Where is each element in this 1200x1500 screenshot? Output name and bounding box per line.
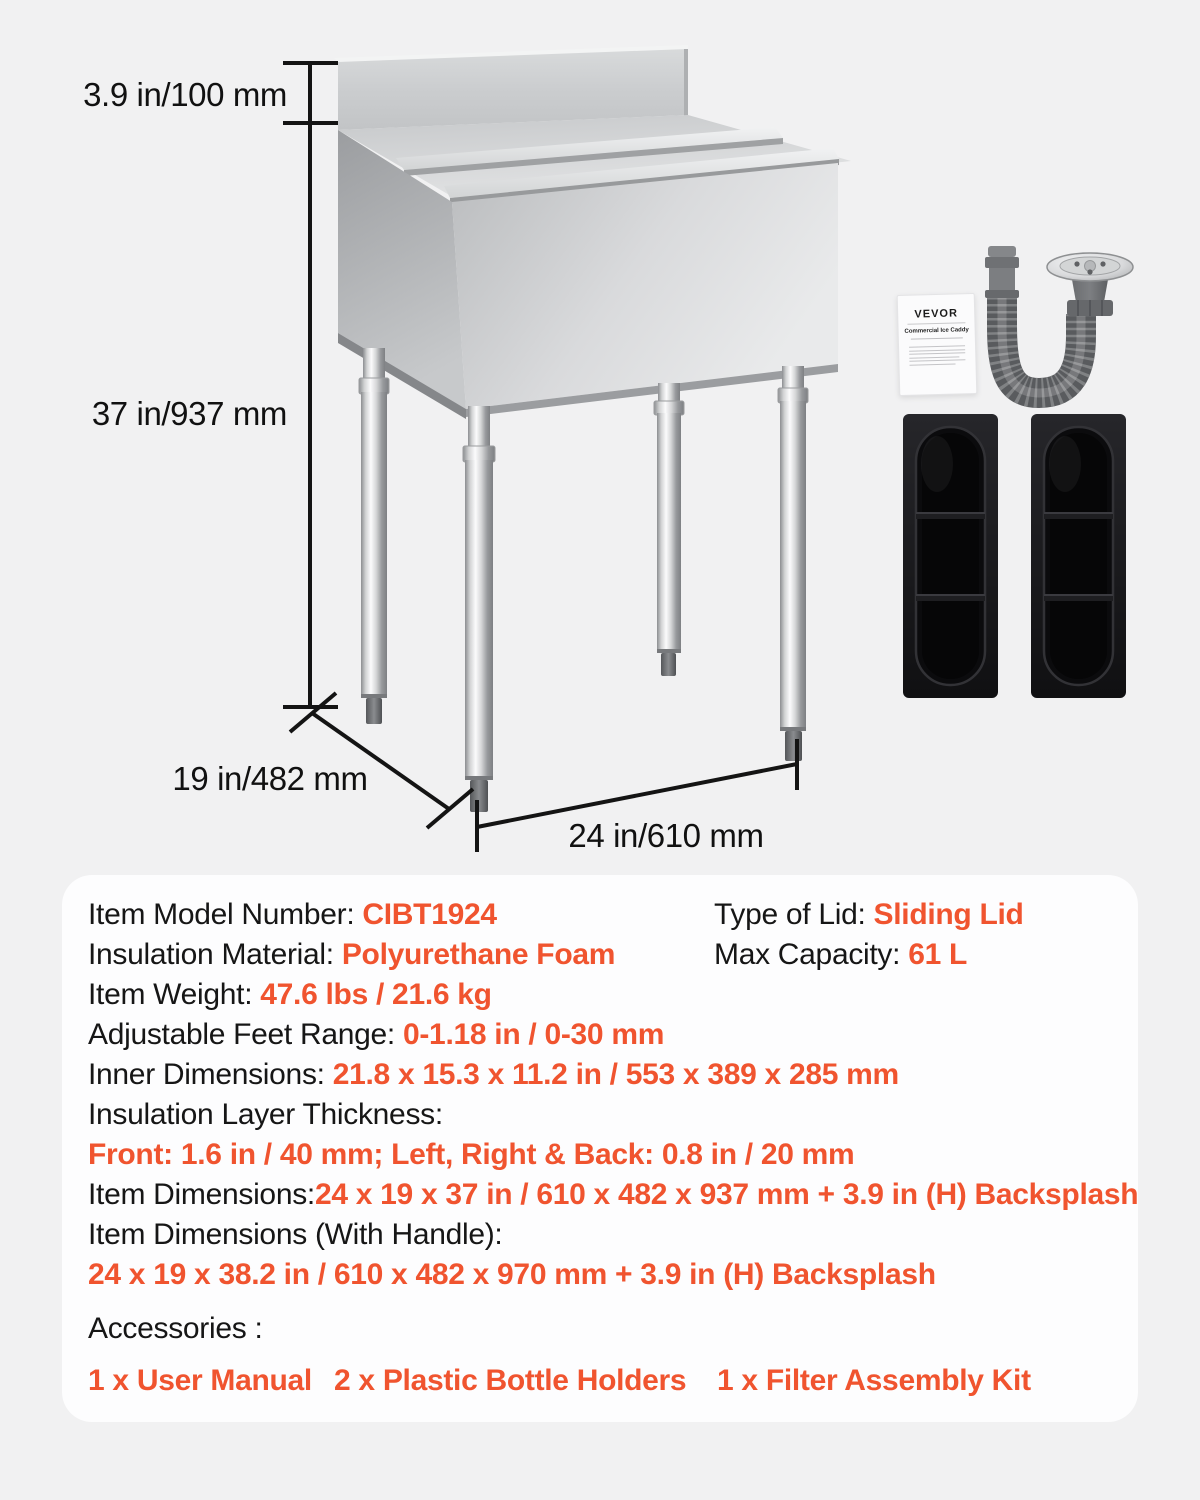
spec-row-item-dims (88, 1175, 1139, 1215)
hose-connector (985, 246, 1019, 298)
spec-label: Item Model Number: (88, 898, 363, 931)
dim-label-depth: 19 in/482 mm (172, 760, 368, 797)
spec-value: 24 x 19 x 38.2 in / 610 x 482 x 970 mm + 3.9 in (H) Backsplash (88, 1258, 936, 1291)
spec-value: 24 x 19 x 37 in / 610 x 482 x 937 mm + 3.9 in (H) Backsplash (314, 1178, 1139, 1211)
spec-label: Item Dimensions (With Handle): (88, 1218, 503, 1251)
bottle-holder (903, 414, 998, 698)
spec-row-insulation-capacity (88, 935, 1112, 975)
spec-value: CIBT1924 (362, 898, 497, 931)
spec-label: Insulation Material: (88, 938, 342, 971)
spec-row-insulation-thickness-value (88, 1135, 1112, 1175)
manual-brand-logo: VEVOR (914, 307, 959, 321)
dim-label-backsplash-height: 3.9 in/100 mm (83, 76, 287, 113)
dim-label-total-height: 37 in/937 mm (91, 395, 287, 432)
spec-value: 0-1.18 in / 0-30 mm (402, 1018, 665, 1051)
accessory-item: 1 x User Manual (88, 1364, 312, 1397)
spec-row-model-lid (88, 895, 1112, 935)
spec-value: Sliding Lid (873, 898, 1024, 931)
spec-row-item-dims-handle-value (88, 1255, 1112, 1295)
manual-fine-print (899, 345, 975, 365)
spec-label: Item Dimensions: (88, 1178, 315, 1211)
manual-title: Commercial Ice Caddy (904, 327, 969, 335)
spec-label: Accessories : (88, 1312, 263, 1345)
leg-front-right (778, 366, 808, 761)
spec-col2 (714, 935, 967, 975)
accessory-item: 2 x Plastic Bottle Holders (334, 1364, 687, 1397)
spec-panel (62, 875, 1138, 1422)
drain-strainer (1047, 253, 1133, 316)
leg-front-left (463, 406, 495, 812)
dim-label-width: 24 in/610 mm (568, 817, 764, 854)
leg-back-right (654, 383, 684, 676)
spec-row-inner-dims (88, 1055, 1112, 1095)
spec-value: Polyurethane Foam (341, 938, 616, 971)
ice-bin-illustration (334, 45, 851, 812)
spec-label: Item Weight: (88, 978, 261, 1011)
spec-label: Inner Dimensions: (88, 1058, 333, 1091)
spec-col2 (714, 895, 1024, 935)
spec-label: Insulation Layer Thickness: (88, 1098, 443, 1131)
spec-row-weight (88, 975, 1112, 1015)
spec-value: 61 L (908, 938, 968, 971)
accessory-item: 1 x Filter Assembly Kit (717, 1364, 1031, 1397)
spec-row-feet-range (88, 1015, 1112, 1055)
spec-row-accessories-label (88, 1309, 1112, 1349)
bottle-holder (1031, 414, 1126, 698)
spec-value: 21.8 x 15.3 x 11.2 in / 553 x 389 x 285 mm (332, 1058, 899, 1091)
spec-label: Adjustable Feet Range: (88, 1018, 403, 1051)
leg-back-left (359, 348, 389, 724)
spec-label: Max Capacity: (714, 938, 909, 971)
spec-row-insulation-thickness-label (88, 1095, 1112, 1135)
filter-assembly-kit (975, 238, 1145, 413)
spec-label: Type of Lid: (714, 898, 874, 931)
spec-row-item-dims-handle-label (88, 1215, 1112, 1255)
spec-value: 47.6 lbs / 21.6 kg (260, 978, 492, 1011)
user-manual (897, 293, 978, 396)
spec-value: Front: 1.6 in / 40 mm; Left, Right & Back: 0.8 in / 20 mm (88, 1138, 855, 1171)
spec-row-accessories-items (88, 1361, 1112, 1401)
